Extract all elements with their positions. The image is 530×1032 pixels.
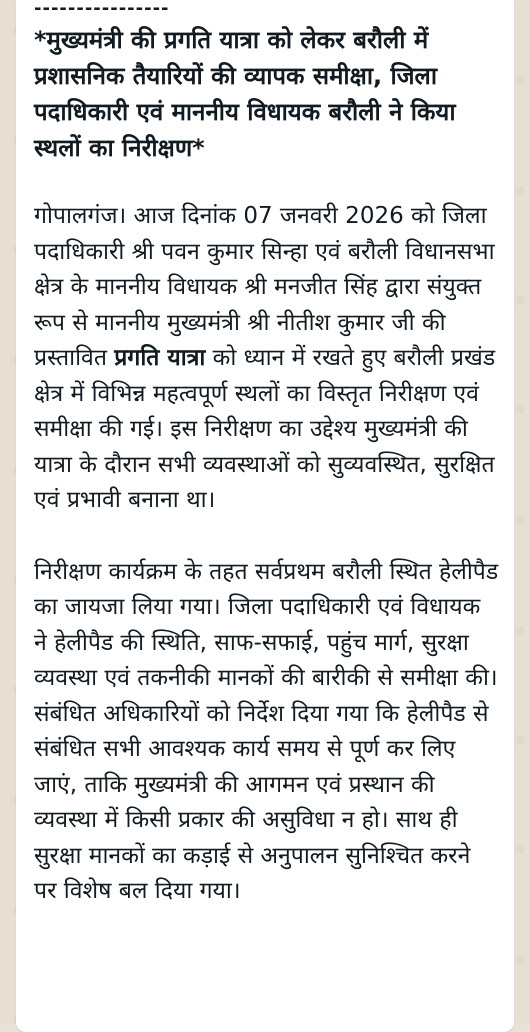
message-paragraph-2: निरीक्षण कार्यक्रम के तहत सर्वप्रथम बरौली स्थित हेलीपैड का जायजा लिया गया। जिला पदाधिकारी एवं विधायक ने हेलीपैड की स्थिति, साफ-सफाई, पहुंच मार्ग, सुरक्षा व्यवस्था एवं तकनीकी मानकों की बारीकी से समीक्षा की। संबंधित अधिकारियों को निर्देश दिया गया कि हेलीपैड से संबंधित सभी आवश्यक कार्य समय से पूर्ण कर लिए जाएं, ताकि मुख्यमंत्री की आगमन एवं प्रस्थान की व्यवस्था में किसी प्रकार की असुविधा न हो। साथ ही सुरक्षा मानकों का कड़ाई से अनुपालन सुनिश्चित करने पर विशेष बल दिया गया। xyxy=(34,558,499,904)
message-paragraph-1 xyxy=(34,199,500,519)
paragraph-1-bold-phrase: प्रगति यात्रा xyxy=(114,345,206,371)
message-divider: ---------------- xyxy=(34,0,170,18)
message-headline: *मुख्यमंत्री की प्रगति यात्रा को लेकर बरौली में प्रशासनिक तैयारियों की व्यापक समीक्षा, जिला पदाधिकारी एवं माननीय विधायक बरौली ने किया स्थलों का निरीक्षण* xyxy=(34,26,456,162)
message-bubble[interactable] xyxy=(16,0,514,1032)
paragraph-1-text-end: को ध्यान में रखते हुए बरौली प्रखंड क्षेत्र में विभिन्न महत्वपूर्ण स्थलों का विस्तृत निरीक्षण एवं समीक्षा की गई। इस निरीक्षण का उद्देश्य मुख्यमंत्री की यात्रा के दौरान सभी व्यवस्थाओं को सुव्यवस्थित, सुरक्षित एवं प्रभावी बनाना था। xyxy=(34,345,496,513)
paragraph-1-text-start: गोपालगंज। आज दिनांक 07 जनवरी 2026 को जिला पदाधिकारी श्री पवन कुमार सिन्हा एवं बरौली विधानसभा क्षेत्र के माननीय विधायक श्री मनजीत सिंह द्वारा संयुक्त रूप से माननीय मुख्यमंत्री श्री नीतीश कुमार जी की प्रस्तावित xyxy=(34,203,495,371)
